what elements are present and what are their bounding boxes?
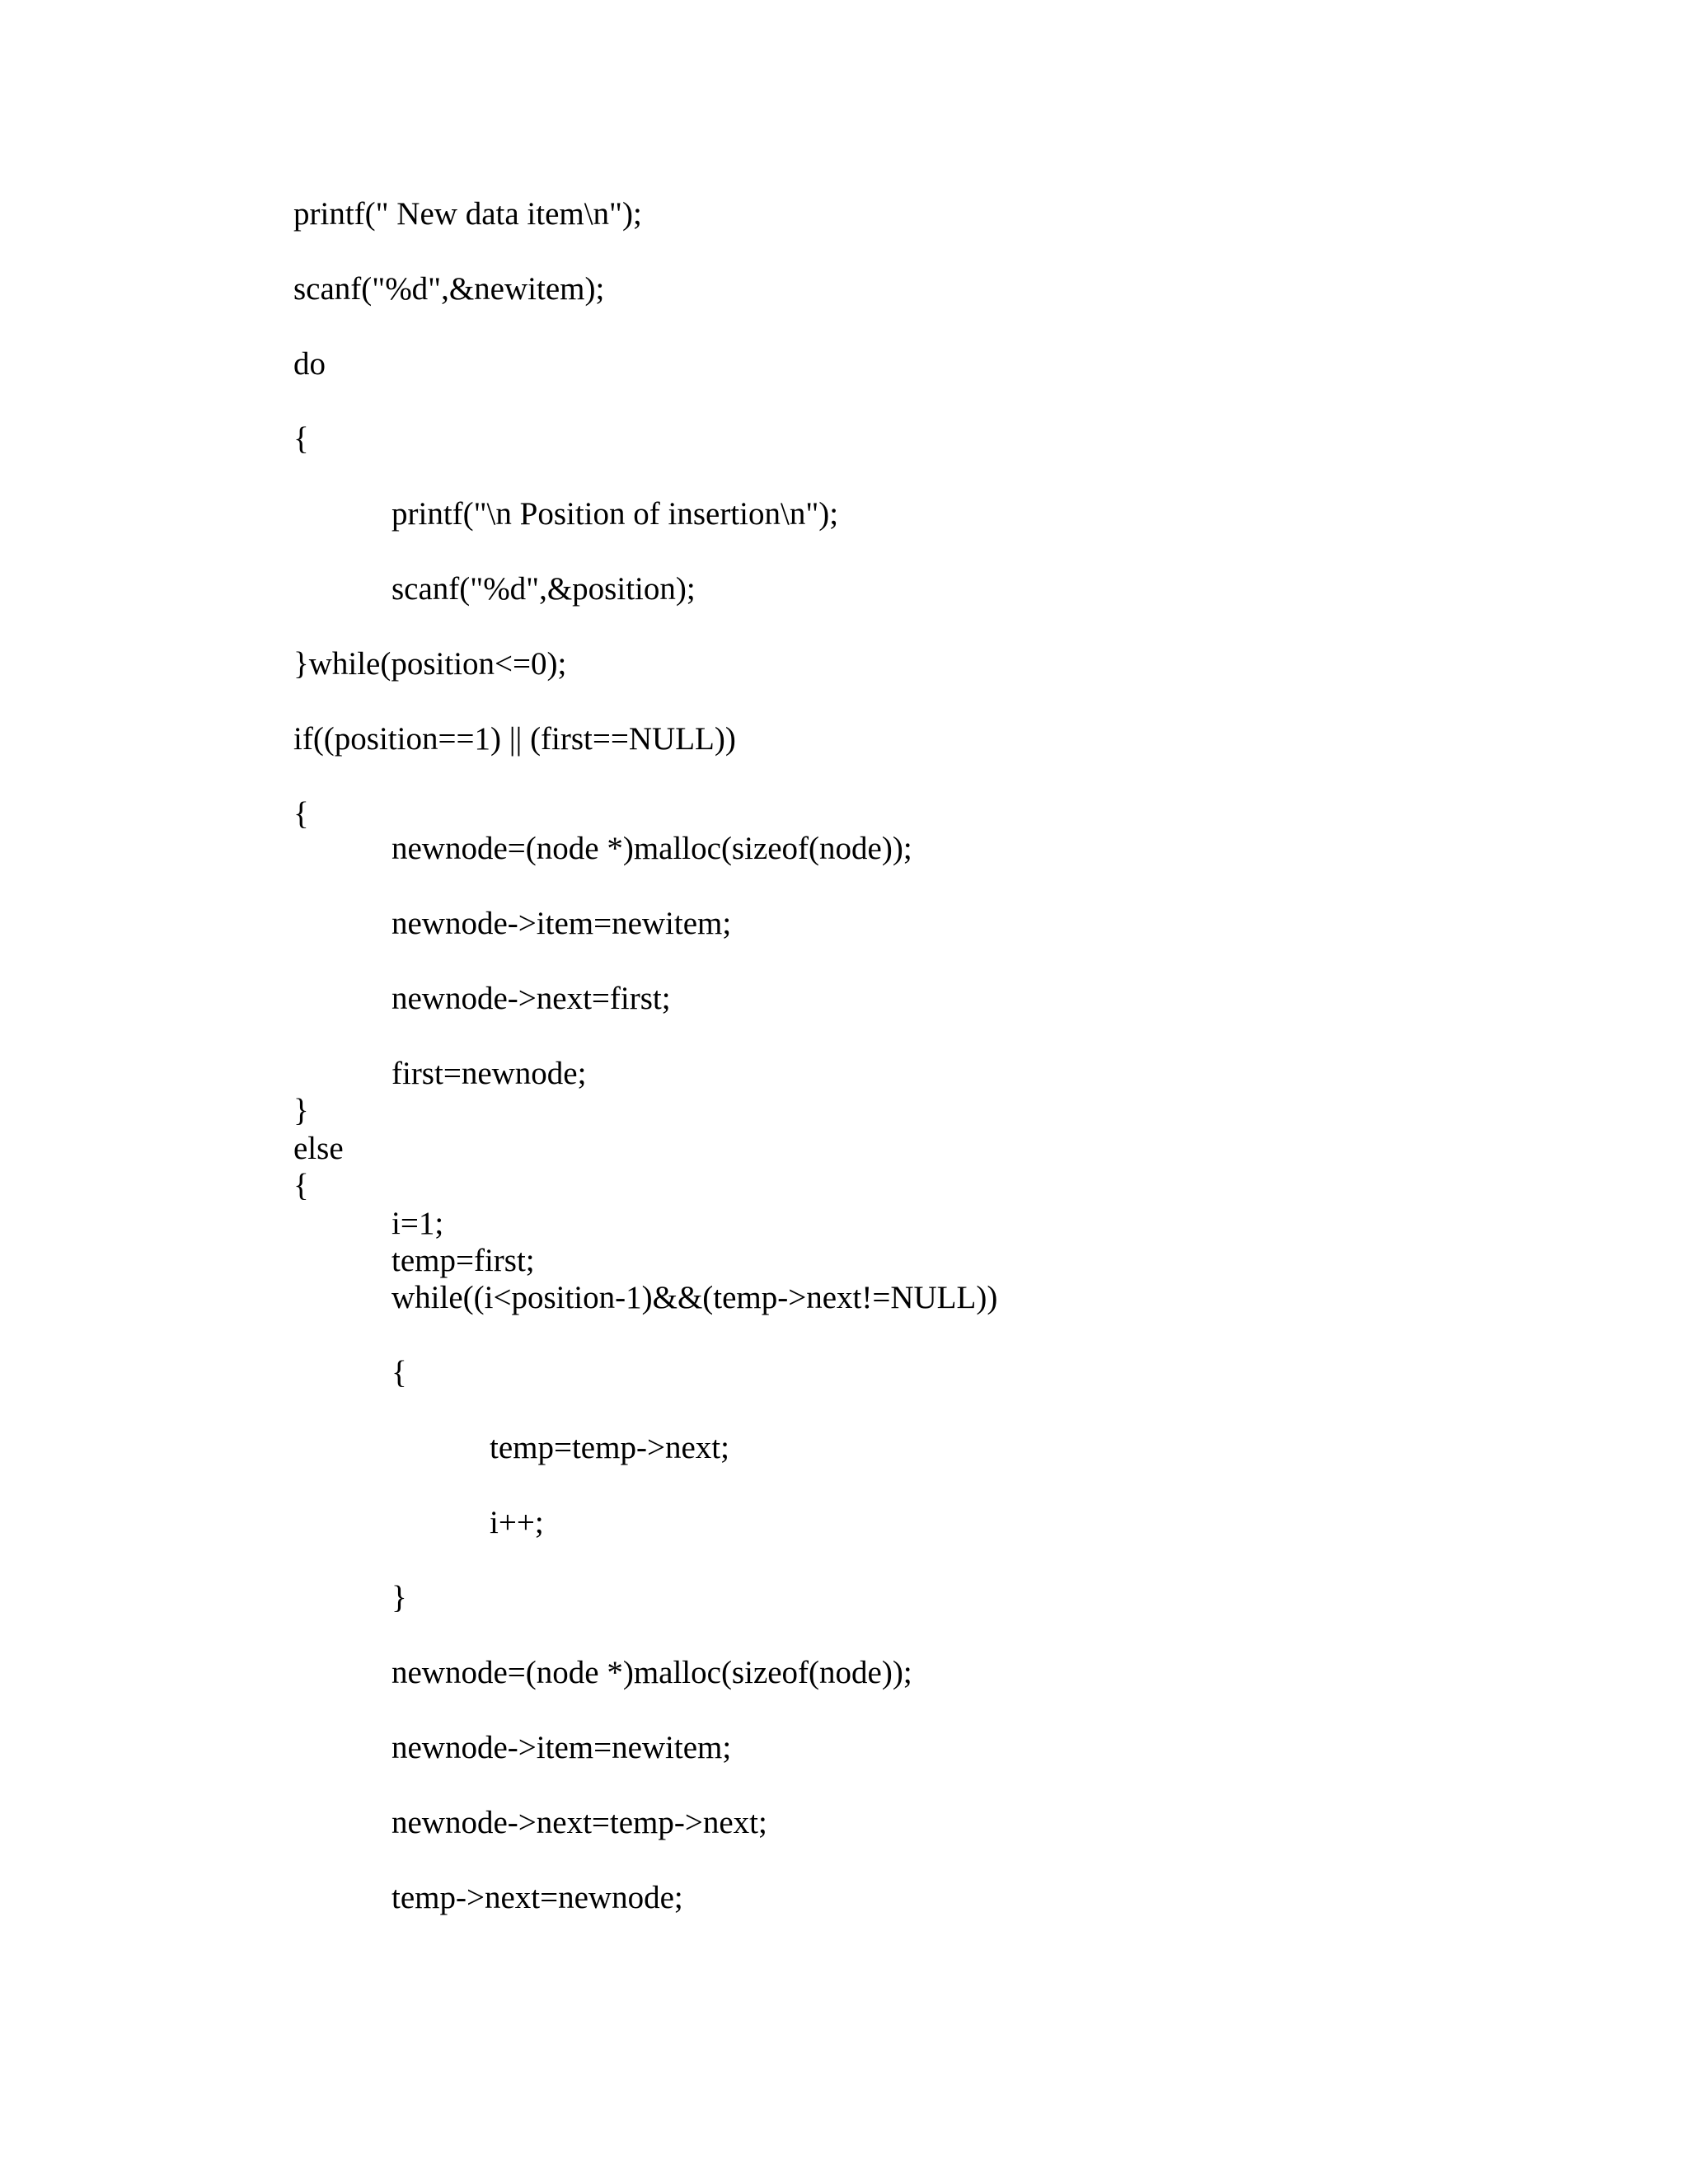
code-line-if-condition: if((position==1) || (first==NULL)) — [293, 721, 736, 757]
code-line-temp-first: temp=first; — [392, 1243, 535, 1278]
code-line-do: do — [293, 346, 326, 382]
code-line-else: else — [293, 1131, 344, 1166]
code-line-assign-item: newnode->item=newitem; — [392, 1730, 732, 1765]
code-line-assign-item: newnode->item=newitem; — [392, 906, 732, 941]
code-line-open-brace: { — [392, 1355, 407, 1390]
code-line-i-init: i=1; — [392, 1206, 444, 1241]
code-line-close-brace: } — [392, 1580, 407, 1615]
code-line-scanf-position: scanf("%d",&position); — [392, 571, 696, 607]
code-line-malloc: newnode=(node *)malloc(sizeof(node)); — [392, 831, 912, 866]
code-line-i-increment: i++; — [490, 1505, 544, 1540]
code-line-while-traverse: while((i<position-1)&&(temp->next!=NULL)) — [392, 1280, 998, 1315]
code-line-malloc: newnode=(node *)malloc(sizeof(node)); — [392, 1655, 912, 1690]
code-line-printf-position: printf("\n Position of insertion\n"); — [392, 496, 839, 532]
code-line-open-brace: { — [293, 421, 309, 457]
code-line-first-newnode: first=newnode; — [392, 1056, 587, 1091]
code-line-assign-next-temp: newnode->next=temp->next; — [392, 1805, 767, 1840]
code-line-open-brace: { — [293, 1168, 309, 1203]
code-line-temp-next-newnode: temp->next=newnode; — [392, 1880, 683, 1915]
code-line-assign-next-first: newnode->next=first; — [392, 981, 671, 1016]
code-line-temp-next: temp=temp->next; — [490, 1430, 729, 1465]
code-line-while-position: }while(position<=0); — [293, 646, 567, 682]
code-line-scanf-newitem: scanf("%d",&newitem); — [293, 271, 605, 307]
code-line-printf-new-item: printf(" New data item\n"); — [293, 196, 642, 232]
code-line-close-brace: } — [293, 1093, 309, 1128]
code-line-open-brace: { — [293, 796, 309, 832]
